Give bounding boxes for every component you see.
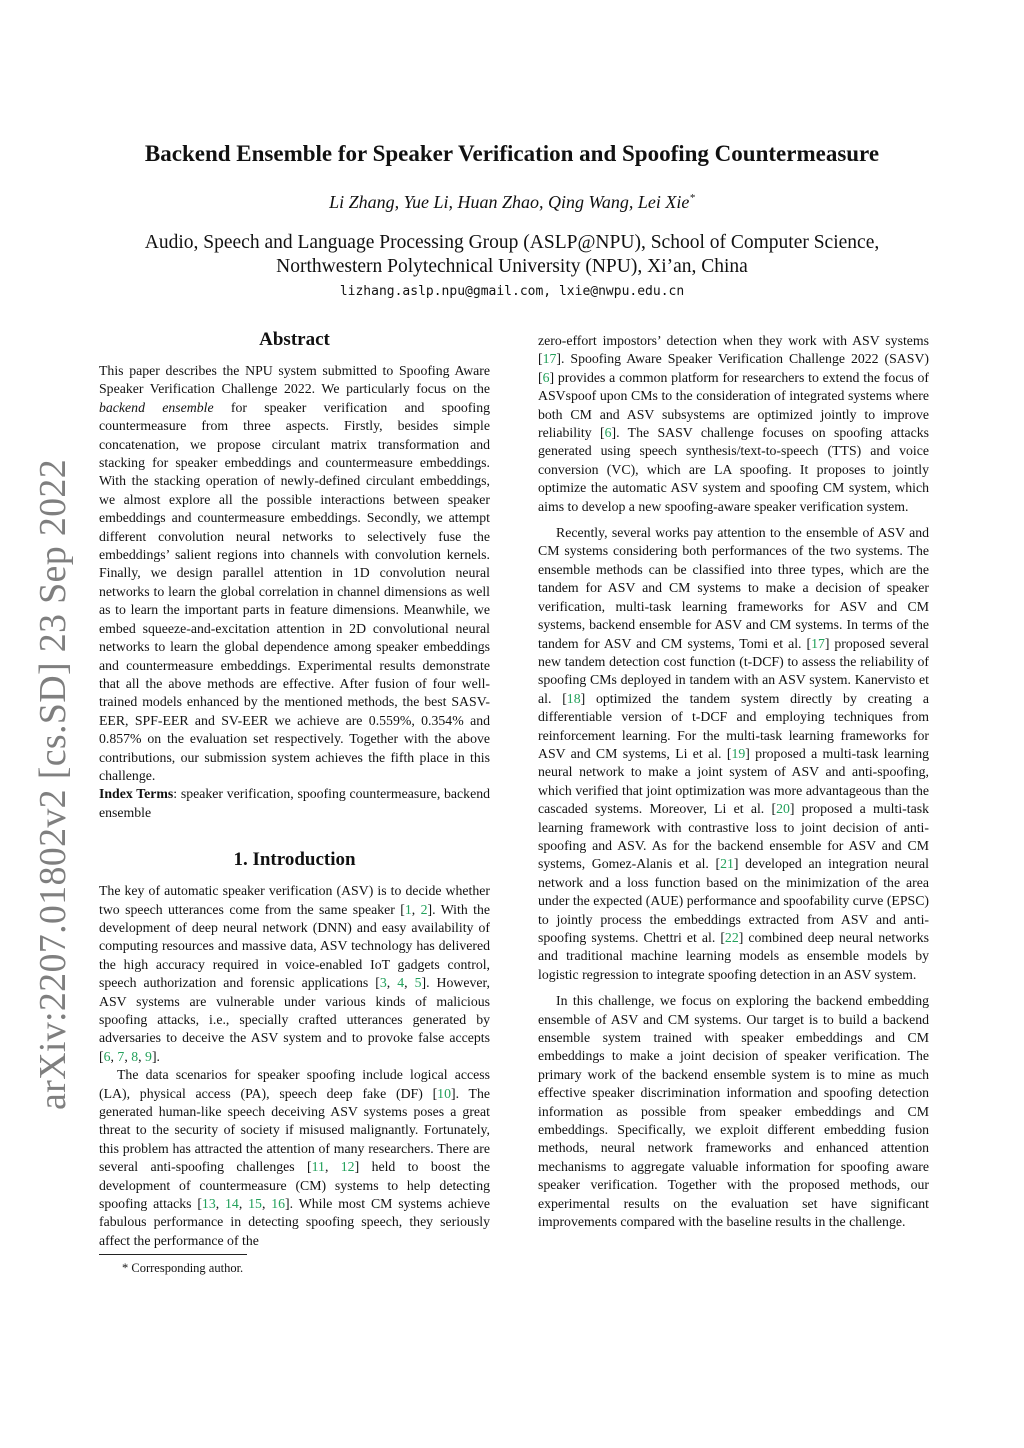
abstract-heading: Abstract	[259, 329, 330, 350]
footnote-rule	[99, 1254, 247, 1255]
citation-link[interactable]: 5	[414, 975, 422, 991]
index-terms-label: Index Terms	[99, 786, 174, 802]
citation-link[interactable]: 12	[340, 1159, 355, 1175]
author-emails: lizhang.aslp.npu@gmail.com, lxie@nwpu.edu.cn	[339, 284, 685, 299]
citation-link[interactable]: 22	[724, 930, 739, 945]
citation-link[interactable]: 9	[145, 1048, 152, 1064]
citation-link[interactable]: 6	[542, 369, 550, 385]
abstract-text: This paper describes the NPU system submitted to Spoofing Aware Speaker Verification Challenge 2022. We particularly focus on the backend ensemble for speaker verification and spoofing countermeasure from three aspects. Firstly, besides simple concatenation, we propose circulant matrix transformation and stacking for speaker embeddings and countermeasure embeddings. With the stacking operation of newly-defined circulant embeddings, we almost explore all the possible interactions between speaker embeddings and countermeasure embeddings. Secondly, we attempt different convolution neural networks to selectively fuse the embeddings’ salient regions into channels with convolution kernels. Finally, we design parallel attention in 1D convolution neural networks to learn the global correlation in channel dimensions as well as to learn the important parts in feature dimensions. Meanwhile, we embed squeeze-and-excitation attention in 2D convolutional neural networks to learn the global dependence among speaker embeddings and countermeasure embeddings. Experimental results demonstrate that all the above methods are effective. After fusion of four well-trained models enhanced by the mentioned methods, the best SASV-EER, SPF-EER and SV-EER we achieve are 0.559%, 0.354% and 0.857% on the evaluation set respectively. Together with the above contributions, our submission system achieves the fifth place in this challenge.	[99, 363, 491, 783]
footnote: * Corresponding author.	[122, 1261, 244, 1275]
index-terms: Index Terms: speaker verification, spoofing countermeasure, backend ensemble	[99, 786, 491, 820]
citation-link[interactable]: 17	[811, 635, 825, 651]
affiliation-line-2: Northwestern Polytechnical University (NPU), Xi’an, China	[276, 256, 748, 277]
right-paragraph-3: In this challenge, we focus on exploring the backend embedding ensemble of ASV and CM systems. Our target is to build a backend ensemble system trained with speaker embeddings and CM embeddings to make a joint decision of speaker verification. The primary work of the backend ensemble system is to mine as much effective speaker discrimination information and spoofing detection information as possible from speaker embeddings and CM embeddings. Specifically, we exploit different embedding fusion methods, neural network frameworks and enhanced attention mechanisms to aggregate valuable information for spoofing aware speaker verification. Together with the proposed methods, our experimental results on the evaluation set have significant improvements compared with the baseline results in the challenge.	[538, 993, 929, 1230]
affiliation	[100, 231, 924, 279]
arxiv-identifier: arXiv:2207.01802v2 [cs.SD] 23 Sep 2022	[32, 458, 74, 1110]
introduction-heading: 1. Introduction	[233, 849, 356, 871]
right-column	[538, 332, 929, 1232]
citation-link[interactable]: 4	[397, 975, 405, 991]
citation-link[interactable]: 17	[542, 351, 557, 367]
citation-link[interactable]: 16	[271, 1196, 286, 1212]
citation-link[interactable]: 21	[720, 856, 734, 872]
citation-link[interactable]: 11	[311, 1159, 325, 1175]
citation-link[interactable]: 15	[248, 1196, 262, 1212]
paper-title: Backend Ensemble for Speaker Verification and Spoofing Countermeasure	[144, 141, 880, 166]
citation-link[interactable]: 18	[566, 690, 581, 706]
citation-link[interactable]: 1	[404, 901, 412, 917]
citation-link[interactable]: 19	[731, 745, 746, 761]
citation-link[interactable]: 3	[379, 975, 387, 991]
citation-link[interactable]: 7	[117, 1048, 125, 1064]
citation-link[interactable]: 20	[776, 801, 790, 817]
abstract-emphasis: backend ensemble	[99, 399, 214, 415]
citation-link[interactable]: 8	[131, 1048, 139, 1064]
authors-text: Li Zhang, Yue Li, Huan Zhao, Qing Wang, Lei Xie	[329, 192, 690, 212]
affiliation-line-1: Audio, Speech and Language Processing Group (ASLP@NPU), School of Computer Science,	[144, 232, 880, 253]
intro-paragraph-1: The key of automatic speaker verification (ASV) is to decide whether two speech utterances come from the same speaker [1, 2]. With the development of deep neural network (DNN) and easy availability of computing resources and massive data, ASV technology has delivered the high accuracy required in voice-enabled IoT gadgets control, speech authorization and forensic applications [3, 4, 5]. However, ASV systems are vulnerable under various kinds of malicious spoofing attacks, i.e., specially crafted utterances generated by adversaries to deceive the ASV system and to provoke false accepts [6, 7, 8, 9].	[99, 883, 490, 1064]
intro-paragraph-2: The data scenarios for speaker spoofing include logical access (LA), physical access (PA), speech deep fake (DF) [10]. The generated human-like speech deceiving ASV systems poses a great threat to the security of society if misused malignantly. Fortunately, this problem has attracted the attention of many researchers. There are several anti-spoofing challenges [11, 12] held to boost the development of countermeasure (CM) systems to help detecting spoofing attacks [13, 14, 15, 16]. While most CM systems achieve fabulous performance in detecting spoofing speech, they seriously affect the performance of the	[99, 1067, 490, 1248]
right-paragraph-1: zero-effort impostors’ detection when they work with ASV systems [17]. Spoofing Aware Speaker Verification Challenge 2022 (SASV) [6] provides a common platform for researchers to extend the focus of ASVspoof upon CMs to the consideration of integrated systems where both CM and ASV subsystems are optimized jointly to improve reliability [6]. The SASV challenge focuses on spoofing attacks generated using speech synthesis/text-to-speech (TTS) and voice conversion (VC), which are LA spoofing. It proposes to jointly optimize the automatic ASV system and spoofing CM system, which aims to develop a new spoofing-aware speaker verification system.	[538, 333, 929, 514]
citation-link[interactable]: 13	[201, 1196, 216, 1212]
citation-link[interactable]: 10	[437, 1085, 451, 1101]
left-column	[99, 326, 490, 1250]
author-list	[0, 186, 1024, 214]
right-paragraph-2: Recently, several works pay attention to the ensemble of ASV and CM systems considering both performances of the two systems. The ensemble methods can be classified into three types, which are the tandem for ASV and CM systems to make a decision of speaker verification, multi-task learning frameworks for ASV and CM systems, backend ensemble for ASV and CM systems. In terms of the tandem for ASV and CM systems, Tomi et al. [17] proposed several new tandem detection cost function (t-DCF) to assess the reliability of spoofing CMs deployed in tandem with an ASV system. Kanervisto et al. [18] optimized the tandem system directly by creating a differentiable version of t-DCF and employing techniques from reinforcement learning. For the multi-task learning frameworks for ASV and CM systems, Li et al. [19] proposed a multi-task learning neural network to make a joint system of ASV and anti-spoofing, which verified that joint optimization was more advantageous than the cascaded systems. Moreover, Li et al. [20] proposed a multi-task learning framework with contrastive loss to joint decision of anti-spoofing and ASV. As for the backend ensemble for ASV and CM systems, Gomez-Alanis et al. [21] developed an integration neural network and a loss function based on the minimization of the area under the expected (AUE) performance and spoofability curve (EPSC) to jointly process the embeddings extracted from ASV and anti-spoofing systems. Chettri et al. [22] combined deep neural networks and traditional machine learning models as ensemble models by logistic regression to integrate spoofing detection in an ASV system.	[538, 525, 930, 982]
citation-link[interactable]: 6	[103, 1048, 111, 1064]
citation-link[interactable]: 14	[225, 1196, 239, 1212]
corresponding-mark: *	[689, 192, 695, 204]
citation-link[interactable]: 6	[604, 425, 612, 441]
citation-link[interactable]: 2	[420, 901, 428, 917]
